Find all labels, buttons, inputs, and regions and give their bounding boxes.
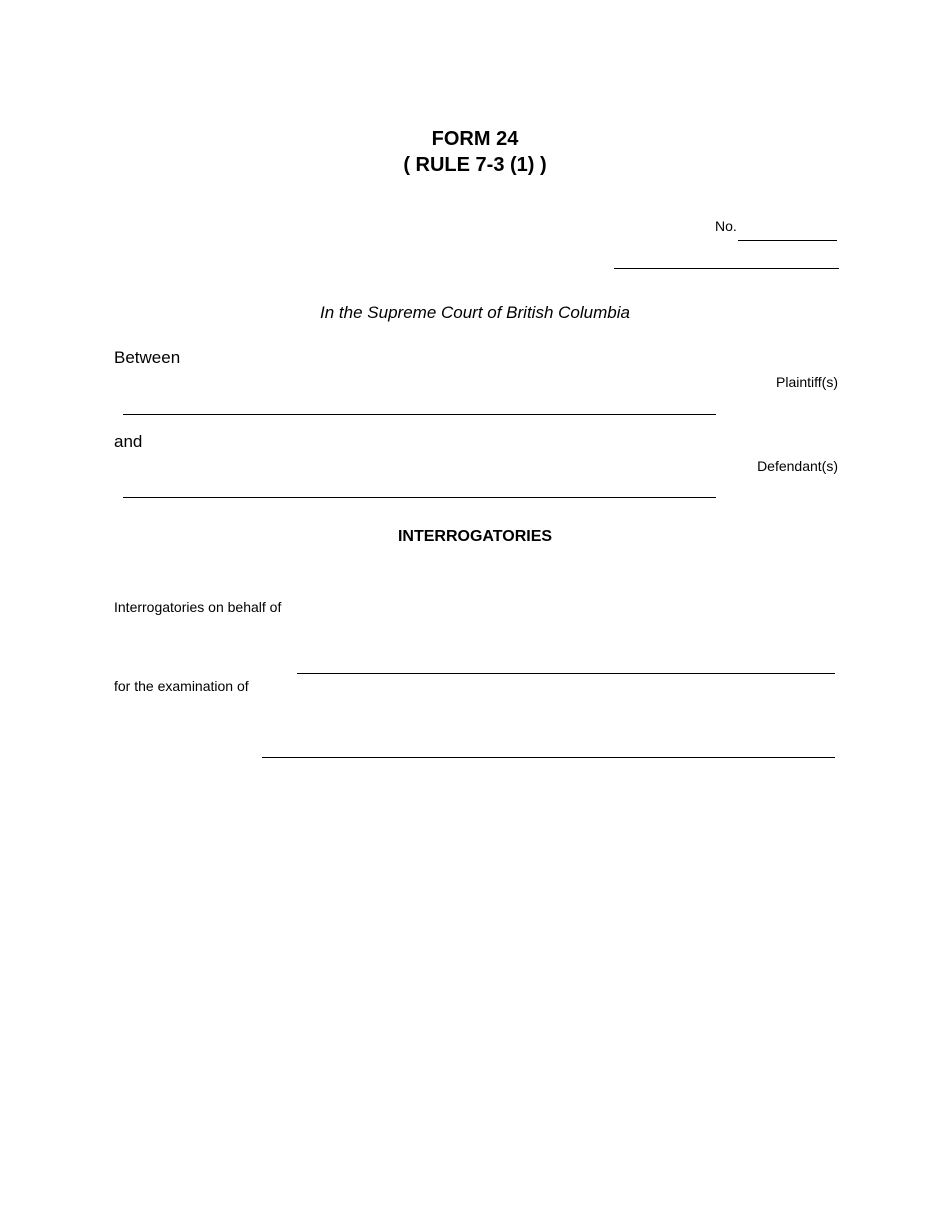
plaintiff-label: Plaintiff(s) bbox=[776, 374, 838, 390]
examination-label: for the examination of bbox=[114, 678, 249, 694]
on-behalf-label: Interrogatories on behalf of bbox=[114, 599, 282, 615]
form-rule: ( RULE 7-3 (1) ) bbox=[403, 154, 547, 176]
plaintiff-name-line[interactable] bbox=[123, 414, 716, 415]
on-behalf-field-line[interactable] bbox=[297, 673, 835, 674]
defendant-label: Defendant(s) bbox=[757, 458, 838, 474]
interrogatories-heading: INTERROGATORIES bbox=[397, 528, 553, 545]
number-label: No. bbox=[715, 218, 737, 234]
number-field-line[interactable] bbox=[738, 240, 837, 241]
between-label: Between bbox=[114, 348, 181, 367]
court-name: In the Supreme Court of British Columbia bbox=[320, 303, 630, 322]
registry-field-line[interactable] bbox=[614, 268, 839, 269]
examination-field-line[interactable] bbox=[262, 757, 835, 758]
and-label: and bbox=[114, 432, 143, 451]
form-title: FORM 24 bbox=[431, 128, 519, 150]
defendant-name-line[interactable] bbox=[123, 497, 716, 498]
